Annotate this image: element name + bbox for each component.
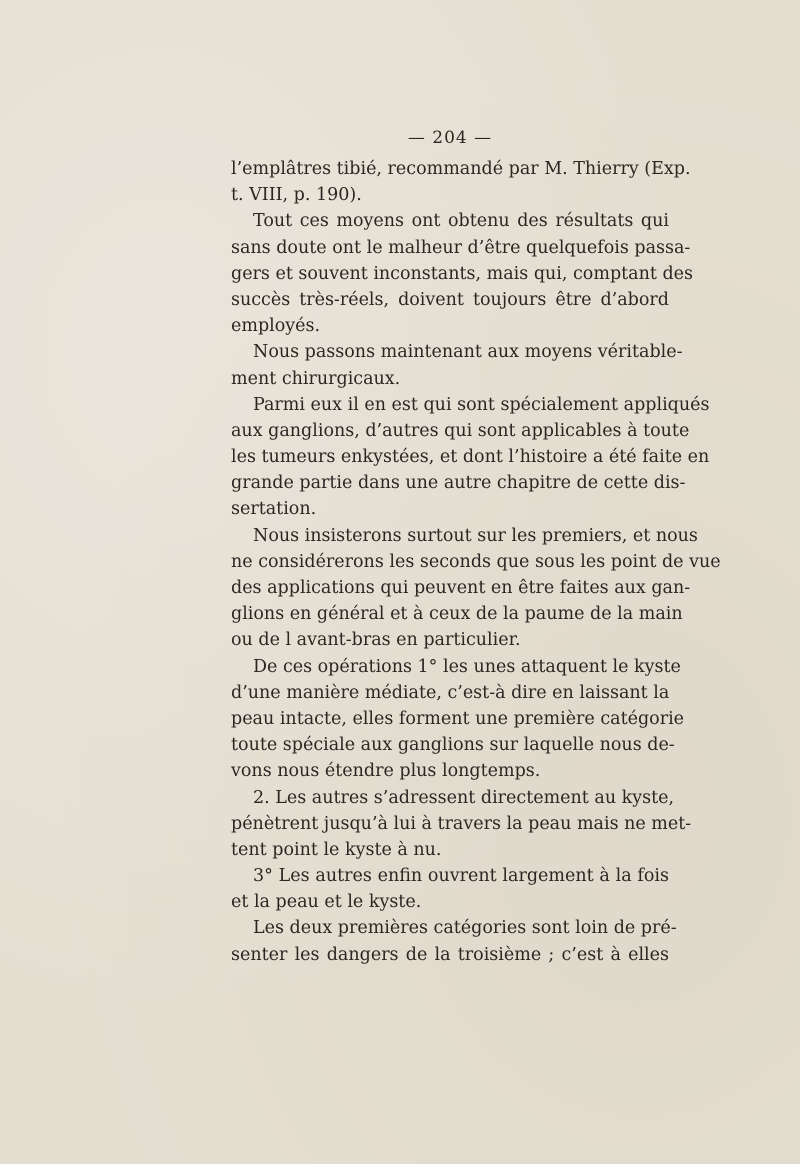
text-line: des applications qui peuvent en être faites aux gan- (231, 578, 691, 598)
page-text-block (231, 124, 721, 968)
text-line: Nous insisterons surtout sur les premiers, et nous (253, 525, 698, 546)
text-line: et la peau et le kyste. (231, 892, 422, 913)
text-line: pénètrent jusqu’à lui à travers la peau mais ne met- (231, 813, 692, 834)
text-line: peau intacte, elles forment une première catégorie (231, 708, 685, 729)
text-line: Nous passons maintenant aux moyens véritable- (253, 342, 683, 363)
text-line: d’une manière médiate, c’est-à dire en laissant la (231, 682, 670, 703)
text-line: les tumeurs enkystées, et dont l’histoire a été faite en (231, 447, 710, 468)
text-line: toute spéciale aux ganglions sur laquelle nous de- (231, 735, 675, 756)
text-line: 2. Les autres s’adressent directement au kyste, (253, 787, 675, 808)
text-line: aux ganglions, d’autres qui sont applicables à toute (231, 420, 690, 441)
text-line: 3° Les autres enfin ouvrent largement à la fois (253, 866, 669, 887)
text-line: ou de l avant-bras en particulier. (231, 630, 521, 651)
text-line: ment chirurgicaux. (231, 368, 401, 389)
text-line: sans doute ont le malheur d’être quelquefois passa- (231, 237, 691, 258)
text-line: De ces opérations 1° les unes attaquent le kyste (253, 656, 681, 677)
text-line: employés. (231, 316, 321, 337)
text-line: Parmi eux il en est qui sont spécialement appliqués (253, 394, 710, 415)
text-line: senter les dangers de la troisième ; c’est à elles (231, 944, 669, 965)
text-line: vons nous étendre plus longtemps. (231, 761, 541, 782)
text-line: grande partie dans une autre chapitre de cette dis- (231, 473, 686, 494)
page-number: — 204 — (407, 128, 493, 148)
text-line: t. VIII, p. 190). (231, 185, 362, 206)
text-line: l’emplâtres tibié, recommandé par M. Thierry (Exp. (231, 159, 691, 179)
text-line: Tout ces moyens ont obtenu des résultats qui (253, 211, 669, 232)
body-text (231, 156, 721, 968)
text-line: Les deux premières catégories sont loin de pré- (253, 918, 677, 939)
text-line: succès très-réels, doivent toujours être d’abord (231, 289, 669, 310)
text-line: ne considérerons les seconds que sous les point de vue (231, 551, 721, 572)
text-line: gers et souvent inconstants, mais qui, comptant des (231, 263, 694, 284)
text-line: sertation. (231, 499, 317, 520)
text-line: tent point le kyste à nu. (231, 839, 442, 860)
text-line: glions en général et à ceux de la paume de la main (231, 604, 683, 625)
